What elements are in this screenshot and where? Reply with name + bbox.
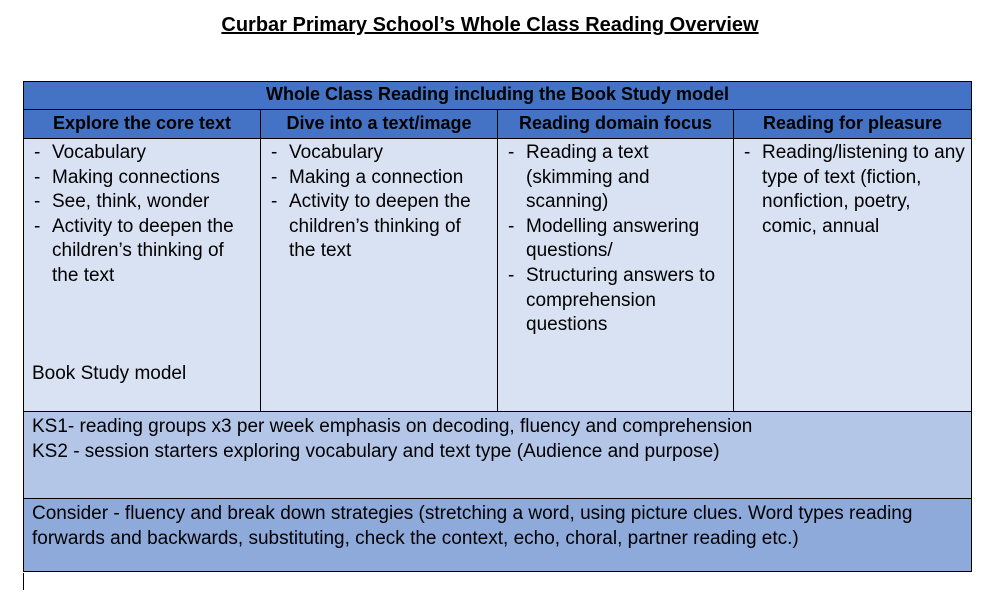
list-item: - Making connections xyxy=(32,166,254,191)
reading-for-pleasure-cell xyxy=(734,139,972,412)
ks2-note: KS2 - session starters exploring vocabulary and text type (Audience and purpose) xyxy=(32,441,720,462)
list-item: - Reading a text (skimming and scanning) xyxy=(506,141,727,215)
key-stage-notes-cell xyxy=(24,412,972,499)
dive-list xyxy=(269,141,491,264)
list-item: - See, think, wonder xyxy=(32,190,254,215)
list-item: - Vocabulary xyxy=(269,141,491,166)
column-header-explore: Explore the core text xyxy=(24,110,261,139)
consider-note-cell: Consider - fluency and break down strategies (stretching a word, using picture clues. Word types reading forwards and backwards, substituting, check the context, echo, choral, partner reading etc.) xyxy=(24,499,972,572)
list-item: - Activity to deepen the children’s thinking of the text xyxy=(269,190,491,264)
list-item: - Reading/listening to any type of text (fiction, nonfiction, poetry, comic, annual xyxy=(742,141,965,239)
explore-core-text-cell xyxy=(24,139,261,412)
column-header-dive: Dive into a text/image xyxy=(261,110,498,139)
domain-list xyxy=(506,141,727,338)
key-stage-row xyxy=(24,412,972,499)
table-banner: Whole Class Reading including the Book Study model xyxy=(24,82,972,110)
dive-into-text-cell xyxy=(261,139,498,412)
book-study-note: Book Study model xyxy=(32,362,187,384)
ks1-note: KS1- reading groups x3 per week emphasis on decoding, fluency and comprehension xyxy=(32,416,753,437)
activities-row xyxy=(24,139,972,412)
pleasure-list xyxy=(742,141,965,239)
list-item: - Activity to deepen the children’s thinking of the text xyxy=(32,215,254,289)
column-header-pleasure: Reading for pleasure xyxy=(734,110,972,139)
reading-domain-focus-cell xyxy=(498,139,734,412)
list-item: - Making a connection xyxy=(269,166,491,191)
column-header-row xyxy=(24,110,972,139)
list-item: - Modelling answering questions/ xyxy=(506,215,727,264)
list-item: - Vocabulary xyxy=(32,141,254,166)
page-edge-mark xyxy=(23,573,24,590)
banner-row xyxy=(24,82,972,110)
column-header-domain: Reading domain focus xyxy=(498,110,734,139)
consider-row xyxy=(24,499,972,572)
list-item: - Structuring answers to comprehension questions xyxy=(506,264,727,338)
explore-list xyxy=(32,141,254,289)
reading-overview-table xyxy=(23,81,972,572)
document-title: Curbar Primary School’s Whole Class Reading Overview xyxy=(221,14,759,36)
